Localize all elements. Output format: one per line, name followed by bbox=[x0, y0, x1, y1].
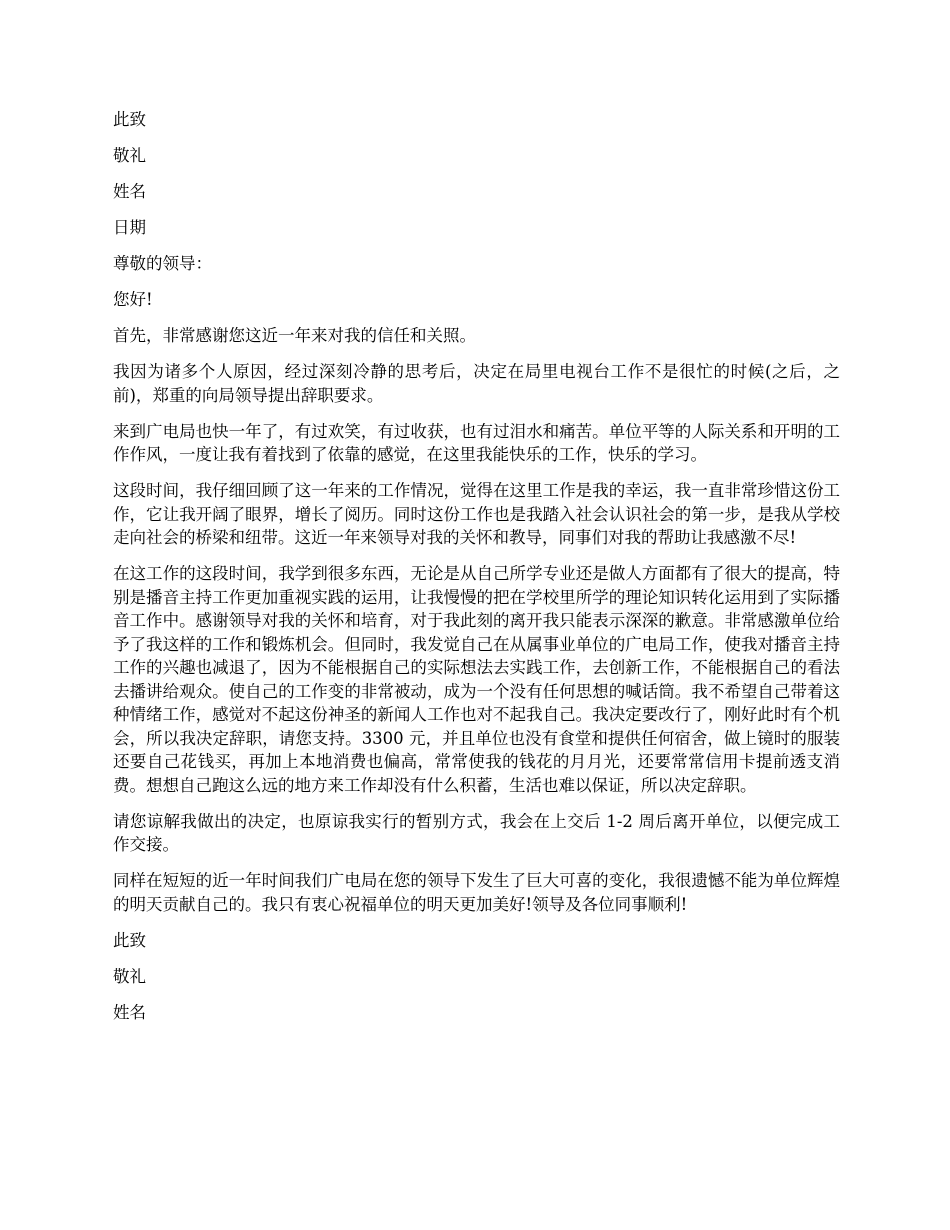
body-paragraph: 在这工作的这段时间，我学到很多东西，无论是从自己所学专业还是做人方面都有了很大的提高，特别是播音主持工作更加重视实践的运用，让我慢慢的把在学校里所学的理论知识转化运用到了实际播音工作中。感谢领导对我的关怀和培育，对于我此刻的离开我只能表示深深的歉意。非常感激单位给予了我这样的工作和锻炼机会。但同时，我发觉自己在从属事业单位的广电局工作，使我对播音主持工作的兴趣也减退了，因为不能根据自己的实际想法去实践工作，去创新工作，不能根据自己的看法去播讲给观众。使自己的工作变的非常被动，成为一个没有任何思想的喊话筒。我不希望自己带着这种情绪工作，感觉对不起这份神圣的新闻人工作也对不起我自己。我决定要改行了，刚好此时有个机会，所以我决定辞职，请您支持。3300 元，并且单位也没有食堂和提供任何宿舍，做上镜时的服装还要自己花钱买，再加上本地消费也偏高，常常使我的钱花的月月光，还要常常信用卡提前透支消费。想想自己跑这么远的地方来工作却没有什么积蓄，生活也难以保证，所以决定辞职。 bbox=[113, 564, 840, 795]
body-paragraph: 我因为诸多个人原因，经过深刻冷静的思考后，决定在局里电视台工作不是很忙的时候(之后，之前)，郑重的向局领导提出辞职要求。 bbox=[113, 362, 840, 405]
signature-name: 姓名 bbox=[113, 1002, 146, 1022]
body-paragraph: 同样在短短的近一年时间我们广电局在您的领导下发生了巨大可喜的变化，我很遗憾不能为单位辉煌的明天贡献自己的。我只有衷心祝福单位的明天更加美好!领导及各位同事顺利! bbox=[113, 871, 840, 914]
signature-date: 日期 bbox=[113, 218, 146, 237]
closing-salutation: 此致 bbox=[113, 110, 146, 129]
closing-respect: 敬礼 bbox=[113, 146, 146, 165]
signature-name: 姓名 bbox=[113, 182, 146, 201]
closing-salutation: 此致 bbox=[113, 930, 146, 950]
greeting-hello: 您好! bbox=[113, 290, 153, 309]
body-paragraph: 这段时间，我仔细回顾了这一年来的工作情况，觉得在这里工作是我的幸运，我一直非常珍惜这份工作，它让我开阔了眼界，增长了阅历。同时这份工作也是我踏入社会认识社会的第一步，是我从学校走向社会的桥梁和纽带。这近一年来领导对我的关怀和教导，同事们对我的帮助让我感激不尽! bbox=[113, 481, 840, 547]
greeting-addressee: 尊敬的领导： bbox=[113, 254, 212, 273]
body-paragraph: 请您谅解我做出的决定，也原谅我实行的暂别方式，我会在上交后 1-2 周后离开单位，以便完成工作交接。 bbox=[113, 811, 840, 854]
body-paragraph: 来到广电局也快一年了，有过欢笑，有过收获，也有过泪水和痛苦。单位平等的人际关系和开明的工作作风，一度让我有着找到了依靠的感觉，在这里我能快乐的工作，快乐的学习。 bbox=[113, 421, 840, 464]
body-paragraph: 首先，非常感谢您这近一年来对我的信任和关照。 bbox=[113, 326, 476, 345]
closing-respect: 敬礼 bbox=[113, 966, 146, 986]
document-body bbox=[113, 108, 840, 1037]
